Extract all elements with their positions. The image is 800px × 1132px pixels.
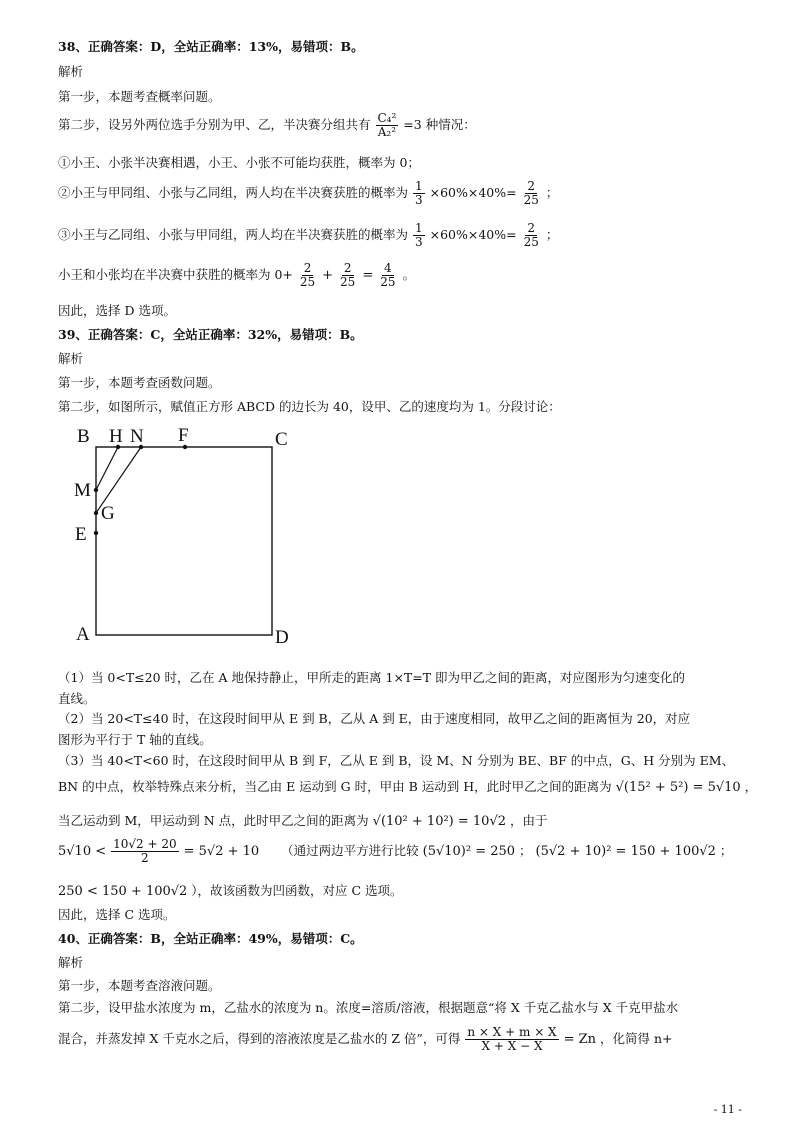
q40-step1: 第一步，本题考查溶液问题。 — [58, 978, 221, 993]
label-n: N — [130, 426, 144, 447]
q38-total-text: 小王和小张均在半决赛中获胜的概率为 0+ — [58, 267, 293, 282]
q39-case3-line3: 当乙运动到 M，甲运动到 N 点，此时甲乙之间的距离为 √(10² + 10²) = 10√2 ，由于 — [58, 813, 548, 829]
q39-case2-line2: 图形为平行于 T 轴的直线。 — [58, 732, 212, 747]
label-h: H — [109, 426, 123, 447]
q38-case2-mid: ×60%×40%= — [429, 185, 517, 200]
point-e — [94, 531, 98, 535]
q38-case3-frac2: $\frac{2}{25}$ — [523, 221, 539, 249]
label-g: G — [101, 503, 115, 524]
q40-analysis-label: 解析 — [58, 955, 84, 970]
q38-conclusion: 因此，选择 D 选项。 — [58, 303, 176, 318]
q39-distance-formula-1: √(15² + 5²) = 5√10 — [615, 780, 741, 795]
q40-header: 40、正确答案：B，全站正确率：49%，易错项：C。 — [58, 931, 363, 946]
label-f: F — [178, 425, 189, 446]
q40-step2-line2: 混合，并蒸发掉 X 千克水之后，得到的溶液浓度是乙盐水的 Z 倍”，可得 $\frac{n \times X + m \times X}{X + X - X}$ = Zn ，化简得 n+ — [58, 1025, 673, 1053]
q38-case1: ①小王、小张半决赛相遇，小王、小张不可能均获胜，概率为 0； — [58, 155, 420, 170]
q38-total: 小王和小张均在半决赛中获胜的概率为 0+ $\frac{2}{25}$ + $\frac{2}{25}$ = $\frac{4}{25}$ 。 — [58, 261, 415, 289]
point-g — [94, 511, 98, 515]
point-m — [94, 488, 98, 492]
q38-case2: ②小王与甲同组、小张与乙同组，两人均在半决赛获胜的概率为 $\frac{1}{3}$ ×60%×40%= $\frac{2}{25}$ ； — [58, 179, 559, 207]
q38-total-frac1: $\frac{2}{25}$ — [299, 261, 316, 289]
q39-case3-line1: （3）当 40<T<60 时，在这段时间甲从 B 到 F，乙从 E 到 B，设 M、N 分别为 BE、BF 的中点，G、H 分别为 EM、 — [58, 753, 735, 768]
q40-step2-line1: 第二步，设甲盐水浓度为 m，乙盐水的浓度为 n。浓度=溶质/溶液，根据题意“将 X 千克乙盐水与 X 千克甲盐水 — [58, 1000, 679, 1015]
q40-concentration-fraction: $\frac{n \times X + m \times X}{X + X - X}$ — [467, 1025, 557, 1053]
page-number: - 11 - — [713, 1103, 742, 1116]
q39-case1-line1: （1）当 0<T≤20 时，乙在 A 地保持静止，甲所走的距离 1×T=T 即为甲乙之间的距离，对应图形为匀速变化的 — [58, 670, 686, 685]
q39-conclusion: 因此，选择 C 选项。 — [58, 907, 176, 922]
label-c: C — [275, 429, 288, 450]
q39-case1-line2: 直线。 — [58, 691, 96, 706]
q38-step2 — [58, 112, 476, 139]
q38-case2-text: ②小王与甲同组、小张与乙同组，两人均在半决赛获胜的概率为 — [58, 185, 409, 200]
q38-case3: ③小王与乙同组、小张与甲同组，两人均在半决赛获胜的概率为 $\frac{1}{3}$ ×60%×40%= $\frac{2}{25}$ ； — [58, 221, 559, 249]
label-e: E — [75, 524, 87, 545]
q39-header: 39、正确答案：C，全站正确率：32%，易错项：B。 — [58, 327, 363, 342]
q39-step2: 第二步，如图所示，赋值正方形 ABCD 的边长为 40，设甲、乙的速度均为 1。分段讨论： — [58, 399, 561, 414]
q38-analysis-label: 解析 — [58, 64, 84, 79]
q38-header: 38、正确答案：D，全站正确率：13%，易错项：B。 — [58, 39, 364, 54]
q38-frac-den: A₂² — [377, 125, 397, 139]
label-b: B — [77, 426, 90, 447]
q39-case3-line2: BN 的中点，枚举特殊点来分析，当乙由 E 运动到 G 时，甲由 B 运动到 H，此时甲乙之间的距离为 √(15² + 5²) = 5√10 ， — [58, 779, 758, 795]
q38-total-frac2: $\frac{2}{25}$ — [340, 261, 356, 289]
label-a: A — [76, 624, 90, 645]
q38-case3-mid: ×60%×40%= — [429, 227, 517, 242]
q38-total-frac3: $\frac{4}{25}$ — [380, 261, 396, 289]
q38-combination-fraction — [376, 112, 399, 139]
q39-case3-line4: 5√10 < $\frac{10√2 + 20}{2}$ = 5√2 + 10 （通过两边平方进行比较 (5√10)² = 250 ； (5√2 + 10)² = 150 + 100√2 ； — [58, 837, 733, 865]
q39-case2-line1: （2）当 20<T≤40 时，在这段时间甲从 E 到 B，乙从 A 到 E，由于速度相同，故甲乙之间的距离恒为 20，对应 — [58, 711, 691, 726]
q38-case3-text: ③小王与乙同组、小张与甲同组，两人均在半决赛获胜的概率为 — [58, 227, 409, 242]
q38-case2-frac1: $\frac{1}{3}$ — [415, 179, 423, 207]
q39-case3-line5: 250 < 150 + 100√2 ），故该函数为凹函数，对应 C 选项。 — [58, 883, 403, 899]
segment-mh — [96, 447, 118, 490]
q38-case3-frac1: $\frac{1}{3}$ — [415, 221, 423, 249]
label-d: D — [275, 627, 289, 648]
q38-case2-frac2: $\frac{2}{25}$ — [523, 179, 539, 207]
q39-step1: 第一步，本题考查函数问题。 — [58, 375, 221, 390]
q39-distance-formula-2: √(10² + 10²) = 10√2 — [372, 814, 507, 829]
q38-step2-prefix: 第二步，设另外两位选手分别为甲、乙，半决赛分组共有 — [58, 117, 371, 132]
q38-step1: 第一步，本题考查概率问题。 — [58, 89, 221, 104]
q38-frac-num: C₄² — [377, 111, 397, 125]
square-abcd-figure — [74, 420, 324, 650]
q39-analysis-label: 解析 — [58, 351, 84, 366]
q39-midpoint-fraction: $\frac{10√2 + 20}{2}$ — [113, 837, 177, 865]
q38-step2-suffix: =3 种情况： — [403, 117, 476, 132]
label-m: M — [74, 480, 91, 501]
